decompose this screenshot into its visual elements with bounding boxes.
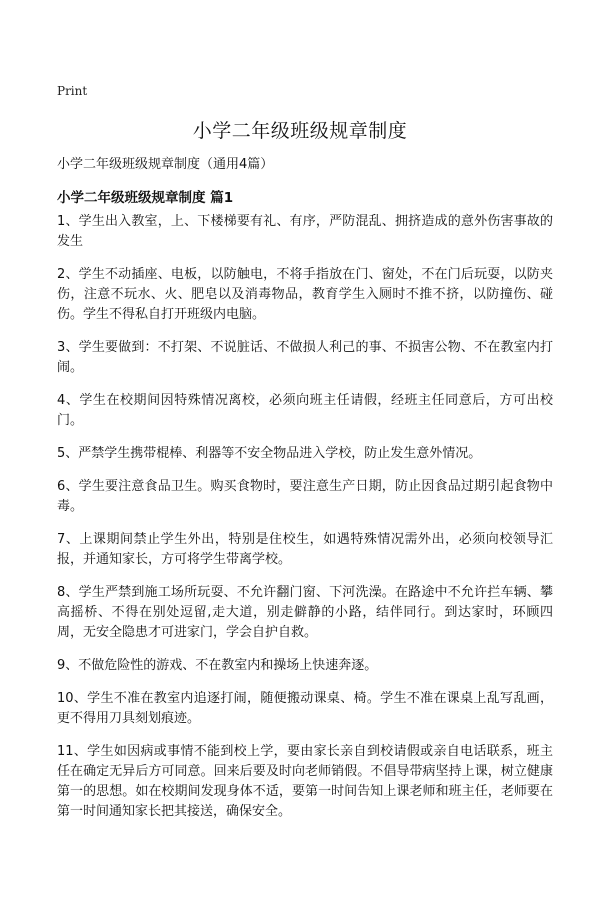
- document-subtitle: 小学二年级班级规章制度（通用4篇）: [57, 157, 274, 172]
- print-link[interactable]: Print: [57, 84, 88, 98]
- rule-item: 9、不做危险性的游戏、不在教室内和操场上快速奔逐。: [57, 658, 378, 673]
- rule-item: 10、学生不准在教室内追逐打闹，随便搬动课桌、椅。学生不准在课桌上乱写乱画，更不得用刀具刻划痕迹。: [57, 691, 553, 726]
- rule-item: 1、学生出入教室，上、下楼梯要有礼、有序，严防混乱、拥挤造成的意外伤害事故的发生: [57, 214, 553, 249]
- rule-item: 6、学生要注意食品卫生。购买食物时，要注意生产日期，防止因食品过期引起食物中毒。: [57, 479, 553, 514]
- rule-item: 7、上课期间禁止学生外出，特别是住校生，如遇特殊情况需外出，必须向校领导汇报，并通知家长，方可将学生带离学校。: [57, 532, 553, 567]
- section-heading: 小学二年级班级规章制度 篇1: [57, 190, 234, 206]
- rule-item: 4、学生在校期间因特殊情况离校，必须向班主任请假，经班主任同意后，方可出校门。: [57, 393, 553, 428]
- rule-item: 5、严禁学生携带棍棒、利器等不安全物品进入学校，防止发生意外情况。: [57, 446, 482, 461]
- rule-item: 11、学生如因病或事情不能到校上学，要由家长亲自到校请假或亲自电话联系，班主任在确定无异后方可同意。回来后要及时向老师销假。不倡导带病坚持上课，树立健康第一的思想。如在校期间发现身体不适，要第一时间告知上课老师和班主任，老师要在第一时间通知家长把其接送，确保安全。: [57, 744, 553, 819]
- rules-list: [57, 212, 553, 835]
- document-title: 小学二年级班级规章制度: [192, 120, 408, 142]
- rule-item: 2、学生不动插座、电板，以防触电，不将手指放在门、窗处，不在门后玩耍，以防夹伤，注意不玩水、火、肥皂以及消毒物品，教育学生入厕时不推不挤，以防撞伤、碰伤。学生不得私自打开班级内电脑。: [57, 267, 553, 322]
- rule-item: 3、学生要做到：不打架、不说脏话、不做损人利己的事、不损害公物、不在教室内打闹。: [57, 340, 553, 375]
- rule-item: 8、学生严禁到施工场所玩耍、不允许翻门窗、下河洗澡。在路途中不允许拦车辆、攀高摇桥、不得在别处逗留,走大道，别走僻静的小路，结伴同行。到达家时，环顾四周，无安全隐患才可进家门，学会自护自救。: [57, 585, 553, 640]
